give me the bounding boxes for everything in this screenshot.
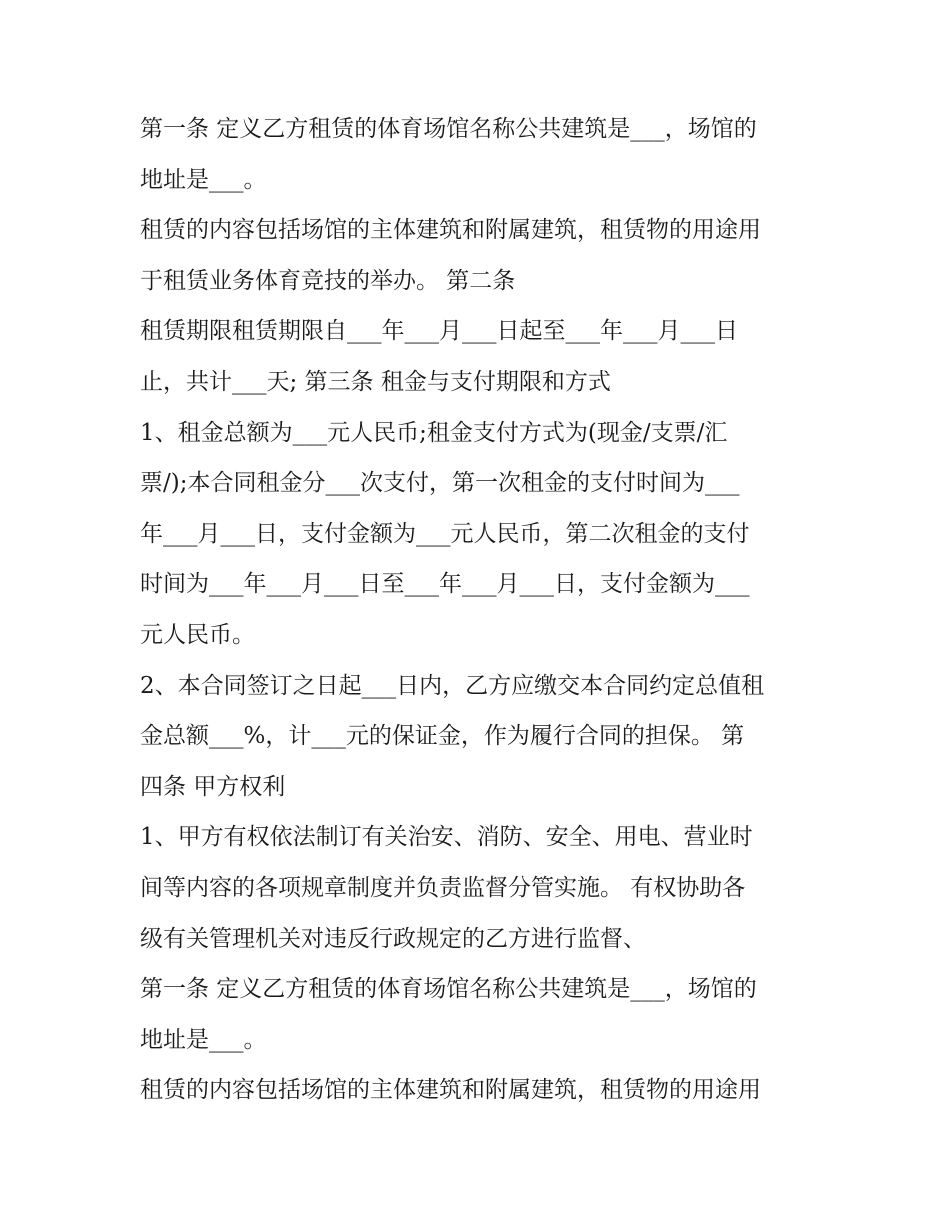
text-line: 金总额___%，计___元的保证金，作为履行合同的担保。 第 [140,723,745,750]
text-line: 1、甲方有权依法制订有关治安、消防、安全、用电、营业时 [140,824,753,851]
text-line: 租赁的内容包括场馆的主体建筑和附属建筑，租赁物的用途用 [140,1077,761,1104]
contract-text [140,104,820,1116]
text-line: 止，共计___天; 第三条 租金与支付期限和方式 [140,368,611,395]
text-line: 第一条 定义乙方租赁的体育场馆名称公共建筑是___，场馆的 [140,116,757,142]
text-line: 于租赁业务体育竞技的举办。 第二条 [140,267,516,294]
text-line: 地址是___。 [140,166,267,193]
text-line: 地址是___。 [140,1026,267,1053]
text-line: 租赁的内容包括场馆的主体建筑和附属建筑，租赁物的用途用 [140,217,761,244]
text-line: 1、租金总额为___元人民币;租金支付方式为(现金/支票/汇 [140,419,728,446]
text-line: 时间为___年___月___日至___年___月___日，支付金额为___ [140,571,750,598]
text-line: 2、本合同签订之日起___日内，乙方应缴交本合同约定总值租 [140,672,765,699]
text-line: 第一条 定义乙方租赁的体育场馆名称公共建筑是___，场馆的 [140,976,757,1003]
text-line: 元人民币。 [140,621,255,648]
text-line: 四条 甲方权利 [140,773,286,800]
text-line: 级有关管理机关对违反行政规定的乙方进行监督、 [140,925,646,952]
text-line: 票/);本合同租金分___次支付，第一次租金的支付时间为___ [140,470,740,497]
text-line: 租赁期限租赁期限自___年___月___日起至___年___月___日 [140,318,738,345]
text-line: 年___月___日，支付金额为___元人民币，第二次租金的支付 [140,520,750,547]
text-line: 间等内容的各项规章制度并负责监督分管实施。 有权协助各 [140,874,746,901]
